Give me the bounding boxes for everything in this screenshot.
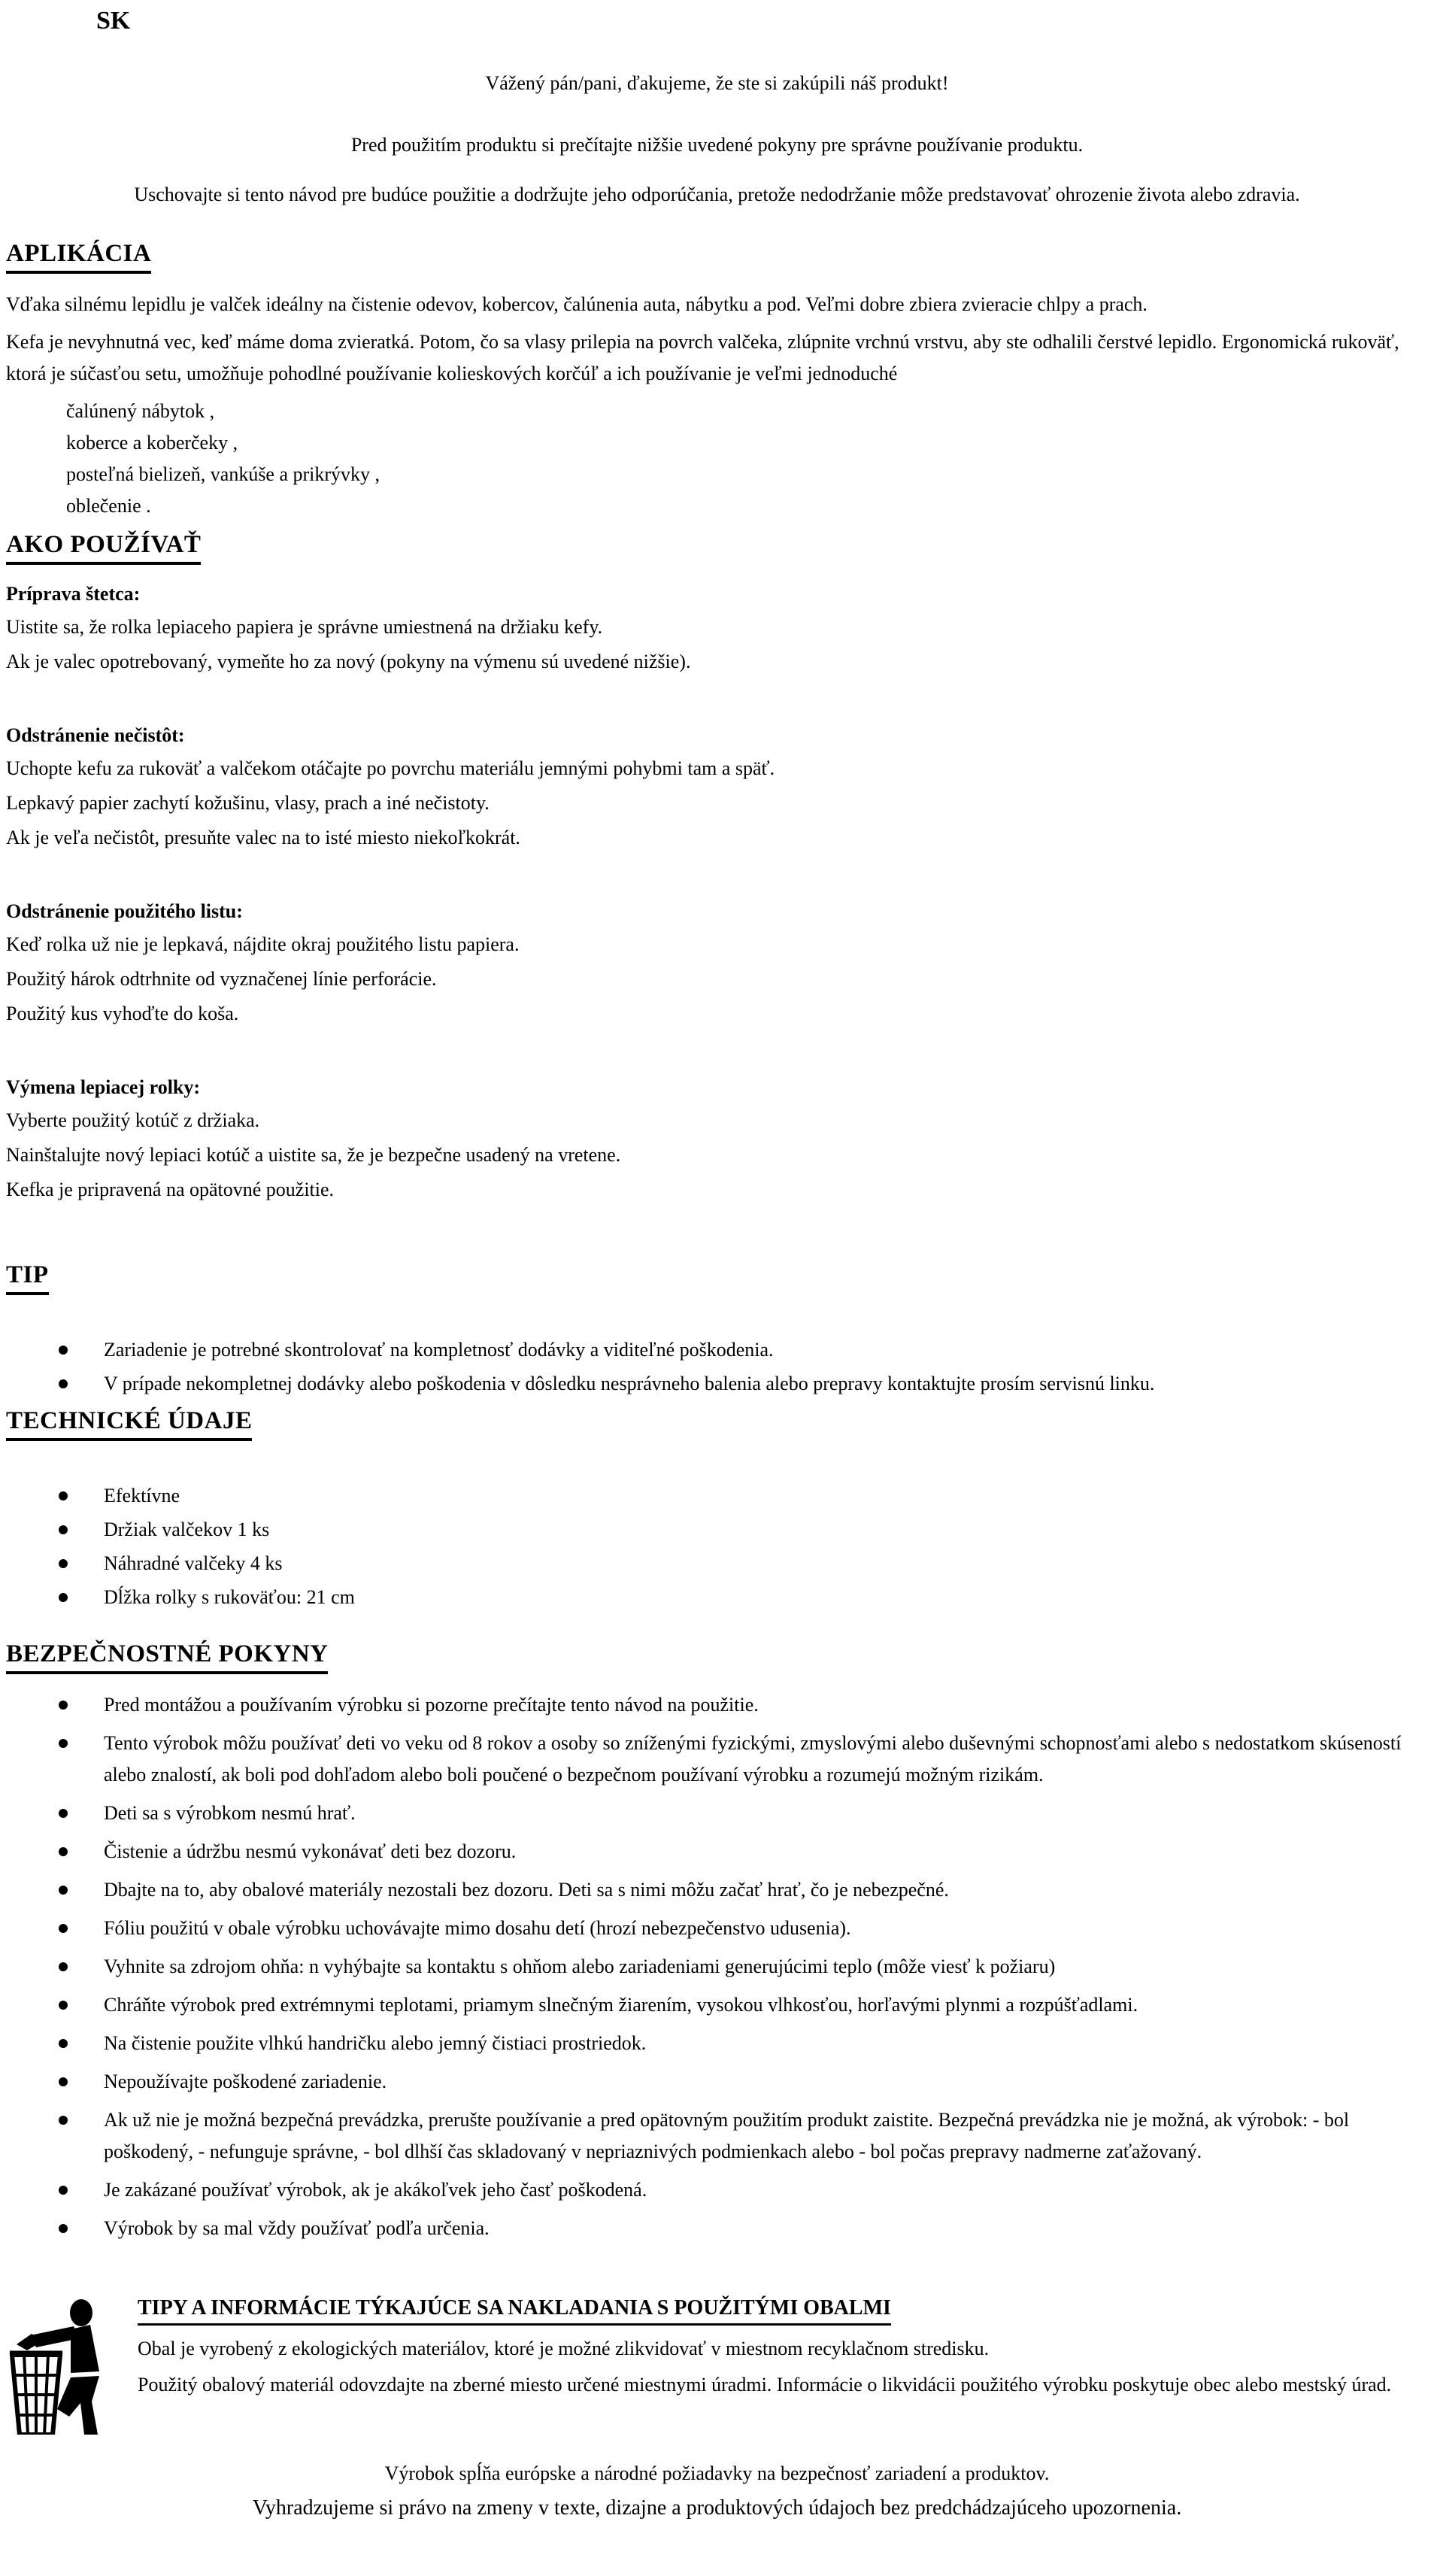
bullet-icon: [59, 1593, 68, 1602]
bullet-icon: [59, 1379, 68, 1388]
section-ako-pouzivat: [6, 530, 1428, 1209]
list-item: [6, 1728, 1428, 1791]
list-item: [6, 1913, 1428, 1944]
application-surfaces-list: [66, 396, 1428, 522]
section-recycling-info: [138, 2292, 1426, 2405]
bullet-icon: [59, 1491, 68, 1500]
paragraph: Vďaka silnému lepidlu je valček ideálny na čistenie odevov, kobercov, čalúnenia auta, nábytku a pod. Veľmi dobre zbiera zvieracie chlpy a prach.: [6, 293, 1148, 315]
section-tip: [6, 1261, 1428, 1402]
intro-keep-manual: Uschovajte si tento návod pre budúce použitie a dodržujte jeho odporúčania, pretože nedodržanie môže predstavovať ohrozenie života alebo zdravia.: [134, 184, 1300, 205]
bullet-icon: [59, 2039, 68, 2048]
list-item: [6, 1989, 1428, 2021]
list-item-text: Fóliu použitú v obale výrobku uchovávajte mimo dosahu detí (hrozí nebezpečenstvo udusenia).: [104, 1917, 851, 1939]
instruction-line: Ak je valec opotrebovaný, vymeňte ho za nový (pokyny na výmenu sú uvedené nižšie).: [6, 651, 691, 672]
list-item: posteľná bielizeň, vankúše a prikrývky ,: [66, 463, 380, 485]
list-item: [6, 1368, 1428, 1400]
list-item: [6, 1582, 1428, 1613]
instruction-line: Ak je veľa nečistôt, presuňte valec na to isté miesto niekoľkokrát.: [6, 827, 520, 848]
section-aplikacia: [6, 239, 1428, 522]
language-code-label: SK: [96, 7, 131, 35]
list-item: [6, 1874, 1428, 1906]
section-title-tip: TIP: [6, 1261, 49, 1295]
bullet-icon: [59, 2077, 68, 2086]
list-item-text: Zariadenie je potrebné skontrolovať na kompletnosť dodávky a viditeľné poškodenia.: [104, 1339, 774, 1361]
list-item-text: Náhradné valčeky 4 ks: [104, 1552, 283, 1574]
list-item: koberce a koberčeky ,: [66, 432, 238, 454]
instruction-line: Použitý hárok odtrhnite od vyznačenej línie perforácie.: [6, 968, 437, 990]
instruction-line: Nainštalujte nový lepiaci kotúč a uistite sa, že je bezpečne usadený na vretene.: [6, 1144, 621, 1166]
list-item-text: Na čistenie použite vlhkú handričku alebo jemný čistiaci prostriedok.: [104, 2032, 647, 2054]
list-item: oblečenie .: [66, 495, 151, 517]
instruction-line: Kefka je pripravená na opätovné použitie.: [6, 1179, 335, 1200]
list-item: [6, 1334, 1428, 1366]
recycling-section-title: TIPY A INFORMÁCIE TÝKAJÚCE SA NAKLADANIA S POUŽITÝMI OBALMI: [138, 2295, 891, 2326]
tech-bullet-list: [6, 1480, 1428, 1613]
bullet-icon: [59, 1559, 68, 1568]
instruction-line: Použitý kus vyhoďte do koša.: [6, 1003, 239, 1024]
section-title-ako-pouzivat: AKO POUŽÍVAŤ: [6, 530, 201, 565]
list-item: [6, 1798, 1428, 1829]
instruction-line: Vyberte použitý kotúč z držiaka.: [6, 1109, 260, 1131]
subsection-title: Odstránenie použitého listu:: [6, 900, 243, 922]
list-item-text: Vyhnite sa zdrojom ohňa: n vyhýbajte sa kontaktu s ohňom alebo zariadeniami generujúcimi teplo (môže viesť k požiaru): [104, 1956, 1056, 1977]
bullet-icon: [59, 1809, 68, 1818]
bullet-icon: [59, 1525, 68, 1534]
bullet-icon: [59, 1886, 68, 1895]
list-item: [6, 1689, 1428, 1721]
bullet-icon: [59, 2224, 68, 2233]
instruction-line: Lepkavý papier zachytí kožušinu, vlasy, prach a iné nečistoty.: [6, 792, 490, 814]
recycling-line: Obal je vyrobený z ekologických materiálov, ktoré je možné zlikvidovať v miestnom recyklačnom stredisku.: [138, 2338, 990, 2359]
list-item: [6, 1480, 1428, 1512]
list-item-text: Dĺžka rolky s rukoväťou: 21 cm: [104, 1586, 355, 1608]
tip-bullet-list: [6, 1334, 1428, 1400]
list-item-text: Čistenie a údržbu nesmú vykonávať deti bez dozoru.: [104, 1840, 517, 1862]
subsection-title: Výmena lepiacej rolky:: [6, 1076, 201, 1098]
section-title-aplikacia: APLIKÁCIA: [6, 239, 151, 274]
list-item: [6, 2213, 1428, 2244]
bullet-icon: [59, 2116, 68, 2125]
list-item-text: V prípade nekompletnej dodávky alebo poškodenia v dôsledku nesprávneho balenia alebo prepravy kontaktujte prosím servisnú linku.: [104, 1373, 1155, 1394]
bullet-icon: [59, 2186, 68, 2195]
bullet-icon: [59, 1739, 68, 1748]
tidy-man-recycling-icon: [8, 2296, 122, 2435]
list-item-text: Držiak valčekov 1 ks: [104, 1519, 270, 1540]
paragraph: Kefa je nevyhnutná vec, keď máme doma zvieratká. Potom, čo sa vlasy prilepia na povrch valčeka, zlúpnite vrchnú vrstvu, aby ste odhalili čerstvé lepidlo. Ergonomická rukoväť, ktorá je súčasťou setu, umožňuje pohodlné používanie kolieskových korčúľ a ich používanie je veľmi jednoduché: [6, 331, 1399, 384]
list-item: [6, 2028, 1428, 2059]
list-item: [6, 1836, 1428, 1868]
intro-greeting: Vážený pán/pani, ďakujeme, že ste si zakúpili náš produkt!: [485, 72, 949, 94]
bullet-icon: [59, 1924, 68, 1933]
bullet-icon: [59, 2001, 68, 2010]
list-item: [6, 1514, 1428, 1546]
subsection-odstranenie-pouziteho-listu: [6, 896, 1428, 1030]
bullet-icon: [59, 1847, 68, 1856]
section-bezpecnostne-pokyny: [6, 1640, 1428, 2251]
list-item-text: Ak už nie je možná bezpečná prevádzka, prerušte používanie a pred opätovným použitím produkt zaistite. Bezpečná prevádzka nie je možná, ak výrobok: - bol poškodený, - nefunguje správne, - bol dlhší čas skladovaný v nepriaznivých podmienkach alebo - bol počas prepravy nadmerne zaťažovaný.: [104, 2109, 1350, 2162]
bullet-icon: [59, 1701, 68, 1710]
subsection-odstranenie-necistot: [6, 720, 1428, 854]
list-item-text: Nepoužívajte poškodené zariadenie.: [104, 2071, 387, 2092]
subsection-priprava-stetca: [6, 578, 1428, 678]
instruction-line: Uchopte kefu za rukoväť a valčekom otáčajte po povrchu materiálu jemnými pohybmi tam a späť.: [6, 757, 775, 779]
footer-compliance-statement: Výrobok spĺňa európske a národné požiadavky na bezpečnosť zariadení a produktov.: [384, 2462, 1050, 2484]
safety-bullet-list: [6, 1689, 1428, 2244]
section-title-technicke-udaje: TECHNICKÉ ÚDAJE: [6, 1406, 252, 1441]
list-item-text: Je zakázané používať výrobok, ak je akákoľvek jeho časť poškodená.: [104, 2179, 647, 2201]
list-item-text: Efektívne: [104, 1485, 180, 1506]
list-item-text: Chráňte výrobok pred extrémnymi teplotami, priamym slnečným žiarením, vysokou vlhkosťou, horľavými plynmi a rozpúšťadlami.: [104, 1994, 1138, 2016]
subsection-title: Odstránenie nečistôt:: [6, 724, 185, 746]
section-title-bezpecnostne-pokyny: BEZPEČNOSTNÉ POKYNY: [6, 1640, 328, 1674]
bullet-icon: [59, 1962, 68, 1971]
list-item: [6, 2174, 1428, 2206]
list-item-text: Tento výrobok môžu používať deti vo veku od 8 rokov a osoby so zníženými fyzickými, zmyslovými alebo duševnými schopnosťami alebo s nedostatkom skúseností alebo znalostí, ak boli pod dohľadom alebo boli poučené o bezpečnom používaní výrobku a rozumejú možným rizikám.: [104, 1732, 1402, 1786]
list-item-text: Dbajte na to, aby obalové materiály nezostali bez dozoru. Deti sa s nimi môžu začať hrať, čo je nebezpečné.: [104, 1879, 949, 1901]
subsection-title: Príprava štetca:: [6, 583, 141, 605]
list-item: [6, 2066, 1428, 2098]
recycling-line: Použitý obalový materiál odovzdajte na zberné miesto určené miestnymi úradmi. Informácie o likvidácii použitého výrobku poskytuje obec alebo mestský úrad.: [138, 2374, 1392, 2395]
instruction-line: Uistite sa, že rolka lepiaceho papiera je správne umiestnená na držiaku kefy.: [6, 616, 603, 638]
list-item-text: Deti sa s výrobkom nesmú hrať.: [104, 1802, 356, 1824]
subsection-vymena-lepiacej-rolky: [6, 1072, 1428, 1206]
instruction-line: Keď rolka už nie je lepkavá, nájdite okraj použitého listu papiera.: [6, 933, 520, 955]
section-technicke-udaje: [6, 1406, 1428, 1616]
list-item: [6, 1951, 1428, 1983]
list-item: [6, 1548, 1428, 1579]
footer-rights-statement: Vyhradzujeme si právo na zmeny v texte, dizajne a produktových údajoch bez predchádzajúceho upozornenia.: [252, 2496, 1182, 2520]
list-item: čalúnený nábytok ,: [66, 400, 215, 422]
list-item-text: Výrobok by sa mal vždy používať podľa určenia.: [104, 2217, 490, 2239]
bullet-icon: [59, 1346, 68, 1355]
intro-read-instructions: Pred použitím produktu si prečítajte nižšie uvedené pokyny pre správne používanie produktu.: [350, 134, 1084, 156]
list-item-text: Pred montážou a používaním výrobku si pozorne prečítajte tento návod na použitie.: [104, 1694, 759, 1716]
list-item: [6, 2104, 1428, 2168]
